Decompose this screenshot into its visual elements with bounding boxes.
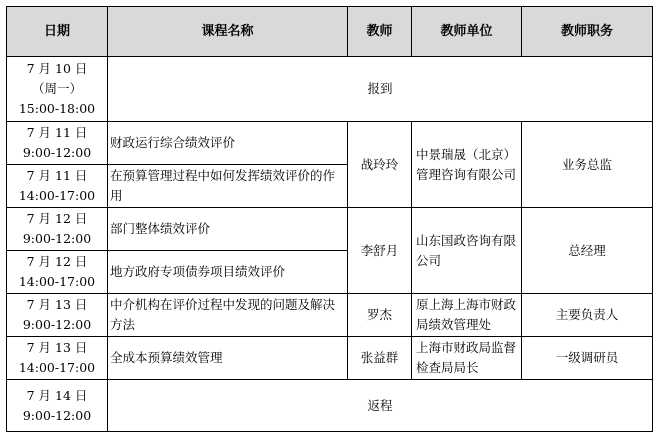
header-date: 日期: [7, 7, 108, 57]
unit-cell: 中景瑞晟（北京）管理咨询有限公司: [412, 122, 522, 208]
header-title: 教师职务: [522, 7, 653, 57]
course-cell: 财政运行综合绩效评价: [108, 122, 348, 165]
title-cell: 主要负责人: [522, 294, 653, 337]
table-row: [7, 122, 653, 165]
unit-cell: 上海市财政局监督检查局局长: [412, 337, 522, 380]
table-row: [7, 208, 653, 251]
title-cell: 总经理: [522, 208, 653, 294]
unit-cell: 原上海上海市财政局绩效管理处: [412, 294, 522, 337]
title-cell: 业务总监: [522, 122, 653, 208]
schedule-table: [6, 6, 653, 432]
date-cell: 7 月 12 日 14:00-17:00: [7, 251, 108, 294]
header-unit: 教师单位: [412, 7, 522, 57]
departure-cell: 返程: [108, 380, 653, 432]
date-cell: 7 月 11 日 14:00-17:00: [7, 165, 108, 208]
course-cell: 全成本预算绩效管理: [108, 337, 348, 380]
title-cell: 一级调研员: [522, 337, 653, 380]
date-cell: 7 月 13 日 9:00-12:00: [7, 294, 108, 337]
date-cell: 7 月 10 日 （周一） 15:00-18:00: [7, 57, 108, 122]
date-cell: 7 月 13 日 14:00-17:00: [7, 337, 108, 380]
teacher-cell: 罗杰: [348, 294, 412, 337]
table-row: [7, 380, 653, 432]
teacher-cell: 战玲玲: [348, 122, 412, 208]
course-cell: 在预算管理过程中如何发挥绩效评价的作用: [108, 165, 348, 208]
table-row: [7, 294, 653, 337]
course-cell: 地方政府专项债券项目绩效评价: [108, 251, 348, 294]
table-row: [7, 57, 653, 122]
teacher-cell: 李舒月: [348, 208, 412, 294]
course-cell: 部门整体绩效评价: [108, 208, 348, 251]
header-row: [7, 7, 653, 57]
teacher-cell: 张益群: [348, 337, 412, 380]
unit-cell: 山东国政咨询有限公司: [412, 208, 522, 294]
checkin-cell: 报到: [108, 57, 653, 122]
course-cell: 中介机构在评价过程中发现的问题及解决方法: [108, 294, 348, 337]
table-row: [7, 337, 653, 380]
header-teacher: 教师: [348, 7, 412, 57]
date-cell: 7 月 11 日 9:00-12:00: [7, 122, 108, 165]
date-cell: 7 月 12 日 9:00-12:00: [7, 208, 108, 251]
date-cell: 7 月 14 日 9:00-12:00: [7, 380, 108, 432]
header-course: 课程名称: [108, 7, 348, 57]
